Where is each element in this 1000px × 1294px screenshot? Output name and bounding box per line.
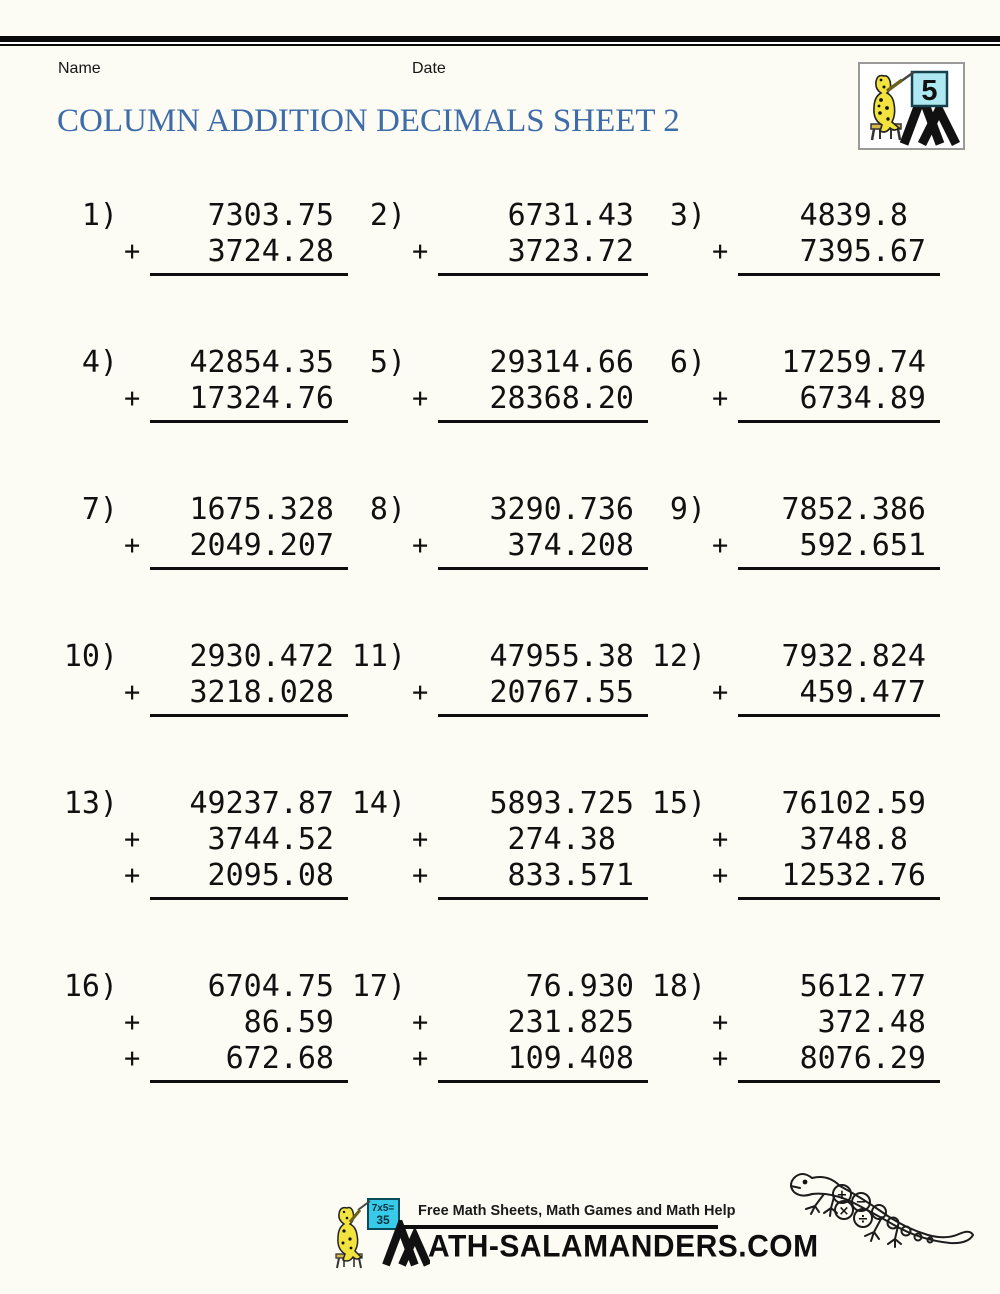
problem-body	[712, 786, 940, 900]
addend-line	[712, 345, 940, 381]
addend-value: 5612.77	[799, 969, 926, 1004]
addition-problem	[348, 345, 648, 423]
footer-brand	[328, 1196, 819, 1276]
answer-line	[738, 420, 940, 423]
plus-sign: +	[712, 824, 729, 855]
addend-value: 6731.43	[507, 198, 634, 233]
addend-value: 231.825	[507, 1005, 634, 1040]
addition-problem	[348, 492, 648, 570]
addend-value: 3723.72	[507, 234, 634, 269]
addend-value: 76102.59	[781, 786, 926, 821]
addend-value: 592.651	[781, 528, 926, 563]
problem-body	[124, 639, 348, 717]
addend-value: 42854.35	[189, 345, 334, 380]
problem-body	[412, 198, 648, 276]
addend-value: 47955.38	[489, 639, 634, 674]
svg-text:÷: ÷	[857, 1212, 869, 1227]
answer-line	[438, 567, 648, 570]
top-border-rule	[0, 36, 1000, 46]
addend-value: 6734.89	[781, 381, 926, 416]
addition-problem	[60, 198, 348, 276]
addition-problem	[60, 786, 348, 900]
plus-sign: +	[124, 860, 141, 891]
plus-sign: +	[712, 1007, 729, 1038]
addend-line	[412, 639, 648, 675]
addend-line	[124, 381, 348, 417]
addend-value: 29314.66	[489, 345, 634, 380]
problem-number-label: 8)	[369, 492, 406, 527]
addend-value: 7395.67	[799, 234, 926, 269]
addend-value: 2049.207	[189, 528, 334, 563]
plus-placeholder	[712, 639, 738, 675]
addend-value: 372.48	[799, 1005, 926, 1040]
problem-number-label: 3)	[669, 198, 706, 233]
plus-sign: +	[412, 677, 429, 708]
addend-line	[124, 675, 348, 711]
answer-line	[150, 420, 348, 423]
problem-number-label: 2)	[369, 198, 406, 233]
plus-placeholder	[124, 969, 150, 1005]
answer-line	[150, 567, 348, 570]
problem-body	[712, 969, 940, 1083]
addend-value: 4839.8	[799, 198, 926, 233]
answer-line	[438, 273, 648, 276]
svg-text:7x5=: 7x5=	[371, 1203, 395, 1214]
plus-sign: +	[124, 824, 141, 855]
plus-sign: +	[412, 1043, 429, 1074]
plus-placeholder	[712, 345, 738, 381]
addend-value: 49237.87	[189, 786, 334, 821]
problem-number-label: 7)	[81, 492, 118, 527]
badge-number-text: 5	[921, 75, 938, 107]
addition-problem	[648, 786, 940, 900]
problem-number-label: 4)	[81, 345, 118, 380]
addition-problem	[648, 492, 940, 570]
name-label: Name	[58, 60, 101, 77]
addend-line	[412, 492, 648, 528]
addend-line	[124, 528, 348, 564]
problem-row	[60, 786, 940, 900]
problem-number-label: 11)	[351, 639, 406, 674]
answer-line	[438, 714, 648, 717]
addend-value: 374.208	[489, 528, 634, 563]
answer-line	[150, 273, 348, 276]
problem-body	[712, 492, 940, 570]
addition-problem	[348, 198, 648, 276]
problem-body	[712, 198, 940, 276]
problem-body	[124, 345, 348, 423]
addend-line	[412, 1041, 648, 1077]
plus-sign: +	[712, 677, 729, 708]
problem-number-label: 16)	[63, 969, 118, 1004]
plus-sign: +	[712, 860, 729, 891]
addition-problem	[648, 969, 940, 1083]
addend-line	[124, 1005, 348, 1041]
plus-sign: +	[412, 530, 429, 561]
plus-sign: +	[124, 530, 141, 561]
answer-line	[438, 420, 648, 423]
plus-placeholder	[712, 969, 738, 1005]
addition-problem	[60, 492, 348, 570]
addition-problem	[348, 969, 648, 1083]
addend-line	[712, 858, 940, 894]
addend-line	[412, 1005, 648, 1041]
problem-body	[412, 492, 648, 570]
addend-line	[124, 198, 348, 234]
answer-line	[438, 897, 648, 900]
addend-line	[712, 492, 940, 528]
plus-sign: +	[412, 383, 429, 414]
addend-line	[124, 492, 348, 528]
addend-line	[124, 858, 348, 894]
addend-line	[412, 198, 648, 234]
problem-number-label: 1)	[81, 198, 118, 233]
addend-value: 3748.8	[781, 822, 926, 857]
addend-value: 8076.29	[799, 1041, 926, 1076]
addend-line	[712, 786, 940, 822]
addition-problem	[648, 198, 940, 276]
plus-sign: +	[712, 1043, 729, 1074]
addend-value: 12532.76	[781, 858, 926, 893]
answer-line	[738, 897, 940, 900]
answer-line	[150, 897, 348, 900]
addend-value: 1675.328	[189, 492, 334, 527]
plus-sign: +	[124, 1007, 141, 1038]
plus-sign: +	[712, 236, 729, 267]
addend-line	[412, 234, 648, 270]
footer-site-name: ATH-SALAMANDERS.COM	[428, 1229, 819, 1264]
problem-body	[412, 786, 648, 900]
problem-body	[124, 198, 348, 276]
addend-line	[412, 969, 648, 1005]
plus-placeholder	[124, 786, 150, 822]
problem-number-label: 15)	[651, 786, 706, 821]
problem-body	[124, 786, 348, 900]
problem-number-label: 17)	[351, 969, 406, 1004]
svg-text:+: +	[836, 1188, 848, 1203]
plus-placeholder	[124, 345, 150, 381]
plus-sign: +	[124, 383, 141, 414]
problem-row	[60, 345, 940, 423]
addition-problem	[348, 786, 648, 900]
addend-value: 833.571	[489, 858, 634, 893]
problem-body	[412, 969, 648, 1083]
addend-line	[124, 969, 348, 1005]
addend-value: 5893.725	[489, 786, 634, 821]
addend-value: 274.38	[489, 822, 634, 857]
answer-line	[738, 273, 940, 276]
problem-row	[60, 969, 940, 1083]
plus-sign: +	[124, 677, 141, 708]
addend-line	[412, 786, 648, 822]
addition-problem	[60, 969, 348, 1083]
plus-placeholder	[412, 198, 438, 234]
addend-line	[412, 675, 648, 711]
addend-value: 17259.74	[781, 345, 926, 380]
problem-number-label: 13)	[63, 786, 118, 821]
answer-line	[738, 714, 940, 717]
addition-problem	[60, 639, 348, 717]
problem-body	[124, 492, 348, 570]
problem-number-label: 6)	[669, 345, 706, 380]
problem-body	[124, 969, 348, 1083]
svg-text:×: ×	[838, 1204, 850, 1219]
plus-placeholder	[412, 639, 438, 675]
plus-sign: +	[712, 530, 729, 561]
plus-placeholder	[412, 969, 438, 1005]
addend-line	[412, 345, 648, 381]
page-title: COLUMN ADDITION DECIMALS SHEET 2	[57, 103, 680, 139]
addend-value: 3724.28	[207, 234, 334, 269]
addend-line	[412, 822, 648, 858]
addition-problem	[648, 639, 940, 717]
addend-line	[712, 234, 940, 270]
addend-line	[124, 786, 348, 822]
addition-problem	[60, 345, 348, 423]
addend-value: 76.930	[507, 969, 634, 1004]
problem-row	[60, 492, 940, 570]
addend-line	[712, 1005, 940, 1041]
svg-text:−: −	[855, 1195, 867, 1210]
date-label: Date	[412, 60, 446, 77]
plus-placeholder	[412, 786, 438, 822]
problem-row	[60, 639, 940, 717]
plus-sign: +	[412, 1007, 429, 1038]
addend-value: 2930.472	[189, 639, 334, 674]
addend-line	[412, 528, 648, 564]
addend-line	[712, 528, 940, 564]
addend-line	[712, 822, 940, 858]
brand-logo-box	[858, 62, 965, 150]
addend-value: 6704.75	[207, 969, 334, 1004]
problem-body	[712, 639, 940, 717]
problem-number-label: 14)	[351, 786, 406, 821]
addend-line	[124, 345, 348, 381]
addend-value: 672.68	[207, 1041, 334, 1076]
plus-placeholder	[412, 345, 438, 381]
problem-row	[60, 198, 940, 276]
answer-line	[738, 1080, 940, 1083]
plus-sign: +	[124, 1043, 141, 1074]
addend-value: 3744.52	[189, 822, 334, 857]
plus-placeholder	[124, 639, 150, 675]
addend-line	[712, 675, 940, 711]
addend-line	[124, 1041, 348, 1077]
problem-body	[412, 639, 648, 717]
addend-value: 20767.55	[489, 675, 634, 710]
addend-value: 2095.08	[189, 858, 334, 893]
gecko-drawing	[778, 1142, 983, 1260]
addition-problem	[648, 345, 940, 423]
answer-line	[150, 714, 348, 717]
footer-tagline: Free Math Sheets, Math Games and Math Help	[418, 1203, 736, 1219]
plus-placeholder	[412, 492, 438, 528]
addend-value: 28368.20	[489, 381, 634, 416]
problem-number-label: 12)	[651, 639, 706, 674]
problem-body	[712, 345, 940, 423]
addend-value: 17324.76	[189, 381, 334, 416]
addend-value: 7932.824	[781, 639, 926, 674]
plus-placeholder	[124, 492, 150, 528]
plus-sign: +	[412, 860, 429, 891]
svg-text:35: 35	[376, 1213, 390, 1227]
plus-placeholder	[712, 786, 738, 822]
addend-line	[712, 1041, 940, 1077]
salamander-writing-icon	[860, 64, 963, 148]
addend-value: 7303.75	[207, 198, 334, 233]
problem-number-label: 10)	[63, 639, 118, 674]
addend-line	[712, 639, 940, 675]
plus-sign: +	[412, 824, 429, 855]
addition-problem	[348, 639, 648, 717]
addend-value: 459.477	[781, 675, 926, 710]
plus-placeholder	[712, 198, 738, 234]
addend-line	[124, 639, 348, 675]
addend-line	[712, 969, 940, 1005]
addend-line	[412, 858, 648, 894]
addend-value: 86.59	[207, 1005, 334, 1040]
addend-line	[124, 234, 348, 270]
plus-sign: +	[124, 236, 141, 267]
addend-line	[712, 198, 940, 234]
problem-body	[412, 345, 648, 423]
addend-value: 109.408	[507, 1041, 634, 1076]
plus-placeholder	[712, 492, 738, 528]
addend-value: 7852.386	[781, 492, 926, 527]
problem-number-label: 9)	[669, 492, 706, 527]
plus-placeholder	[124, 198, 150, 234]
answer-line	[438, 1080, 648, 1083]
answer-line	[738, 567, 940, 570]
addend-line	[124, 822, 348, 858]
addend-line	[712, 381, 940, 417]
addend-line	[412, 381, 648, 417]
problem-number-label: 18)	[651, 969, 706, 1004]
plus-sign: +	[712, 383, 729, 414]
problem-number-label: 5)	[369, 345, 406, 380]
plus-sign: +	[412, 236, 429, 267]
problems-grid	[60, 198, 940, 1152]
answer-line	[150, 1080, 348, 1083]
addend-value: 3218.028	[189, 675, 334, 710]
addend-value: 3290.736	[489, 492, 634, 527]
